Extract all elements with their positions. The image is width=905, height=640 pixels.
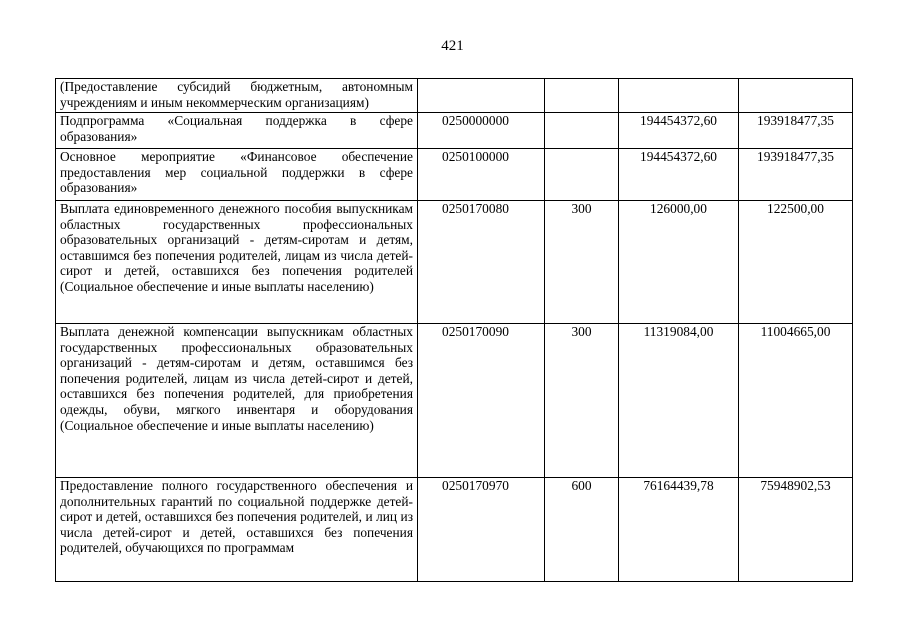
row-description: Выплата денежной компенсации выпускникам областных государственных профессиональных образовательных организаций - детям-сиротам и детям, оставшимся без попечения родителей, лицам из числа детей-сирот и детей, оставшихся без попечения родителей, для приобретения одежды, обуви, мягкого инвентаря и оборудования (Социальное обеспечение и иные выплаты населению) [56,324,418,478]
table-row [56,149,853,201]
row-description: Основное мероприятие «Финансовое обеспечение предоставления мер социальной поддержки в сфере образования» [56,149,418,201]
row-expense-type [545,113,619,149]
table-row [56,478,853,582]
row-sum-year-2: 122500,00 [739,201,853,324]
row-expense-type: 300 [545,201,619,324]
row-sum-year-2: 193918477,35 [739,113,853,149]
row-target-code: 0250170080 [418,201,545,324]
row-description: (Предоставление субсидий бюджетным, автономным учреждениям и иным некоммерческим организациям) [56,79,418,113]
row-target-code: 0250100000 [418,149,545,201]
row-sum-year-1: 11319084,00 [619,324,739,478]
row-sum-year-1 [619,79,739,113]
row-expense-type [545,149,619,201]
row-description: Предоставление полного государственного обеспечения и дополнительных гарантий по социальной поддержке детей-сирот и детей, оставшихся без попечения родителей, и лиц из числа детей-сирот и детей, оставшихся без попечения родителей, обучающихся по программам [56,478,418,582]
row-sum-year-2: 193918477,35 [739,149,853,201]
budget-table [55,78,853,582]
row-description: Выплата единовременного денежного пособия выпускникам областных государственных профессиональных образовательных организаций - детям-сиротам и детям, оставшимся без попечения родителей, лицам из числа детей-сирот и детей, оставшихся без попечения родителей (Социальное обеспечение и иные выплаты населению) [56,201,418,324]
page-number: 421 [441,38,464,54]
row-sum-year-1: 194454372,60 [619,149,739,201]
table-row [56,324,853,478]
row-sum-year-1: 194454372,60 [619,113,739,149]
row-sum-year-2: 11004665,00 [739,324,853,478]
row-sum-year-2: 75948902,53 [739,478,853,582]
row-sum-year-2 [739,79,853,113]
row-sum-year-1: 126000,00 [619,201,739,324]
row-sum-year-1: 76164439,78 [619,478,739,582]
row-description: Подпрограмма «Социальная поддержка в сфере образования» [56,113,418,149]
row-target-code: 0250170970 [418,478,545,582]
row-expense-type: 300 [545,324,619,478]
row-target-code: 0250170090 [418,324,545,478]
row-target-code [418,79,545,113]
row-expense-type: 600 [545,478,619,582]
table-row [56,113,853,149]
table-row [56,201,853,324]
row-target-code: 0250000000 [418,113,545,149]
row-expense-type [545,79,619,113]
table-row [56,79,853,113]
